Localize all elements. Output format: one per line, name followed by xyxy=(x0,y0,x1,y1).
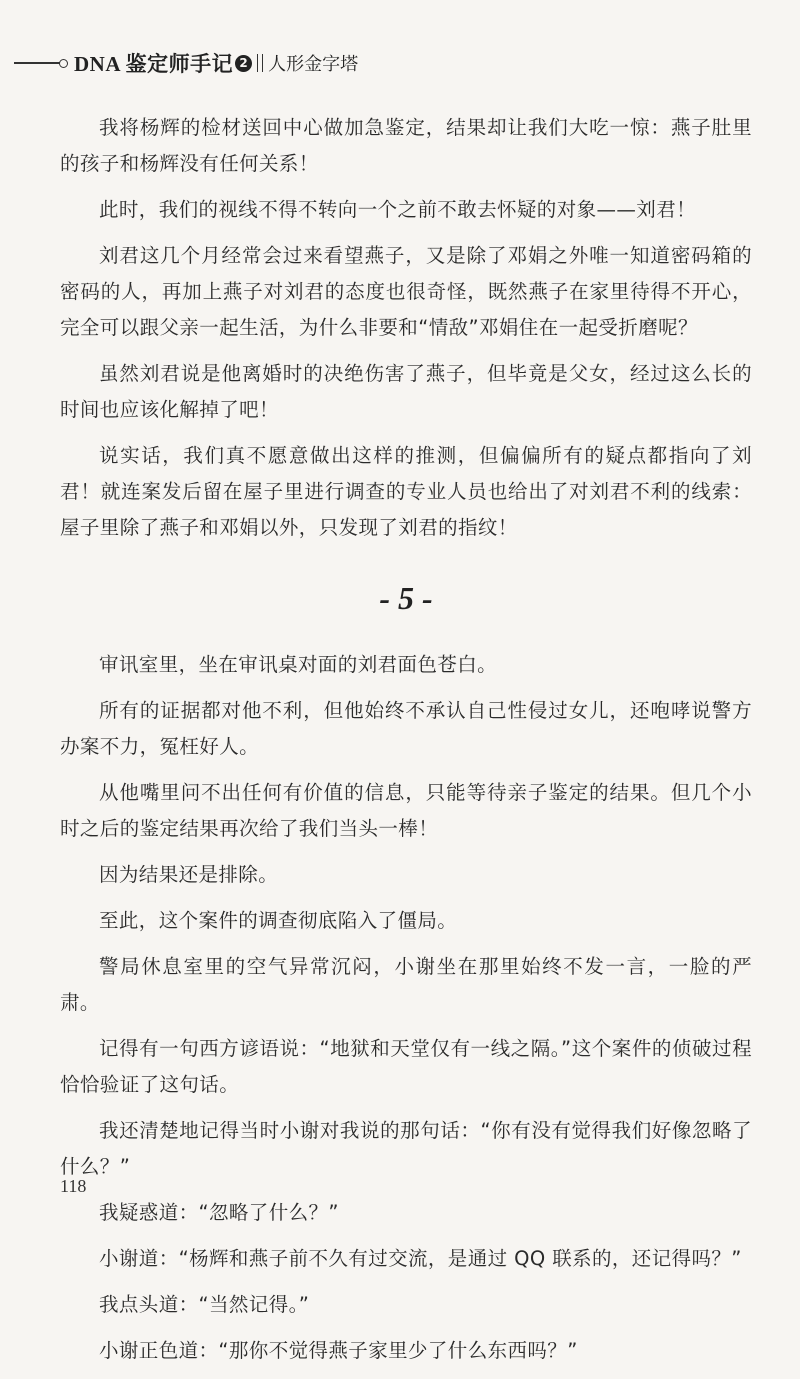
paragraph: 记得有一句西方谚语说：“地狱和天堂仅有一线之隔。”这个案件的侦破过程恰恰验证了这句话。 xyxy=(60,1037,752,1096)
header-separator xyxy=(257,54,263,72)
page-body xyxy=(60,110,752,1379)
running-header xyxy=(14,48,358,78)
paragraph: 我点头道：“当然记得。” xyxy=(99,1293,310,1316)
book-title: DNA 鉴定师手记 xyxy=(74,52,234,76)
paragraph: 因为结果还是排除。 xyxy=(99,863,279,886)
paragraph: 刘君这几个月经常会过来看望燕子，又是除了邓娟之外唯一知道密码箱的密码的人，再加上燕子对刘君的态度也很奇怪，既然燕子在家里待得不开心，完全可以跟父亲一起生活，为什么非要和“情敌”邓娟住在一起受折磨呢？ xyxy=(60,244,752,339)
chapter-number: - 5 - xyxy=(379,580,433,616)
paragraph: 说实话，我们真不愿意做出这样的推测，但偏偏所有的疑点都指向了刘君！就连案发后留在屋子里进行调查的专业人员也给出了对刘君不利的线索：屋子里除了燕子和邓娟以外，只发现了刘君的指纹！ xyxy=(60,444,752,539)
paragraph: 所有的证据都对他不利，但他始终不承认自己性侵过女儿，还咆哮说警方办案不力，冤枉好人。 xyxy=(60,699,752,758)
paragraph: 小谢正色道：“那你不觉得燕子家里少了什么东西吗？” xyxy=(99,1339,578,1362)
paragraph: 我还清楚地记得当时小谢对我说的那句话：“你有没有觉得我们好像忽略了什么？” xyxy=(60,1119,752,1178)
header-rule xyxy=(14,62,60,64)
paragraph: 此时，我们的视线不得不转向一个之前不敢去怀疑的对象——刘君！ xyxy=(99,198,697,221)
paragraph: 虽然刘君说是他离婚时的决绝伤害了燕子，但毕竟是父女，经过这么长的时间也应该化解掉了吧！ xyxy=(60,362,752,421)
paragraph: 从他嘴里问不出任何有价值的信息，只能等待亲子鉴定的结果。但几个小时之后的鉴定结果再次给了我们当头一棒！ xyxy=(60,781,752,840)
paragraph: 至此，这个案件的调查彻底陷入了僵局。 xyxy=(99,909,458,932)
paragraph: 我疑惑道：“忽略了什么？” xyxy=(99,1201,339,1224)
paragraph: 警局休息室里的空气异常沉闷，小谢坐在那里始终不发一言，一脸的严肃。 xyxy=(60,955,752,1014)
header-circle-ornament xyxy=(59,59,68,68)
volume-badge: 2 xyxy=(235,55,252,72)
paragraph: 小谢道：“杨辉和燕子前不久有过交流，是通过 QQ 联系的，还记得吗？” xyxy=(99,1247,742,1270)
book-subtitle: 人形金字塔 xyxy=(268,54,359,75)
page-number: 118 xyxy=(60,1176,87,1196)
paragraph: 审讯室里，坐在审讯桌对面的刘君面色苍白。 xyxy=(99,653,498,676)
paragraph: 我将杨辉的检材送回中心做加急鉴定，结果却让我们大吃一惊：燕子肚里的孩子和杨辉没有任何关系！ xyxy=(60,116,752,175)
